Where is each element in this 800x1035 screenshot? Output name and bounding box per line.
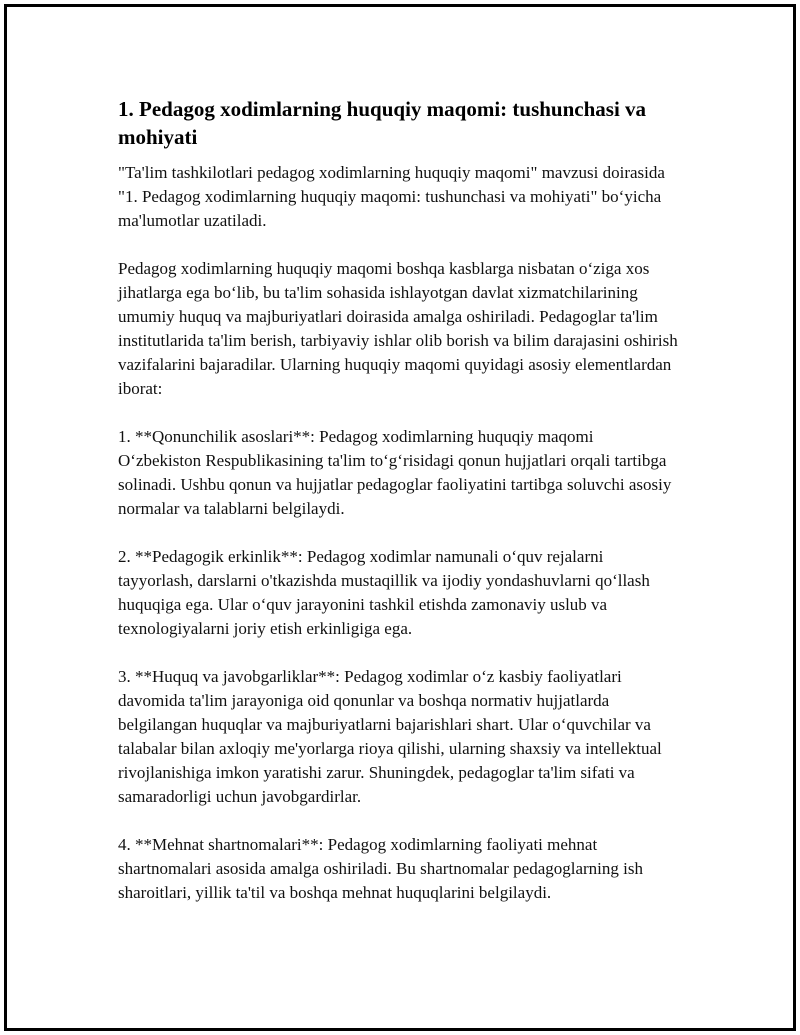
list-item-rights-responsibilities: 3. **Huquq va javobgarliklar**: Pedagog xodimlar o‘z kasbiy faoliyatlari davomida ta'lim jarayoniga oid qonunlar va boshqa normativ hujjatlarda belgilangan huquqlar va majburiyatlarni bajarishlari shart. Ular o‘quvchilar va talabalar bilan axloqiy me'yorlarga rioya qilishi, ularning shaxsiy va intellektual rivojlanishiga imkon yaratishi zarur. Shuningdek, pedagoglar ta'lim sifati va samaradorligi uchun javobgardirlar.: [118, 667, 662, 806]
section-heading: 1. Pedagog xodimlarning huquqiy maqomi: tushunchasi va mohiyati: [118, 97, 647, 149]
intro-paragraph: "Ta'lim tashkilotlari pedagog xodimlarning huquqiy maqomi" mavzusi doirasida "1. Pedagog xodimlarning huquqiy maqomi: tushunchasi va mohiyati" bo‘yicha ma'lumotlar uzatiladi.: [118, 163, 665, 230]
document-body: [118, 95, 678, 929]
list-item-labor-contracts: 4. **Mehnat shartnomalari**: Pedagog xodimlarning faoliyati mehnat shartnomalari asosida amalga oshiriladi. Bu shartnomalar pedagoglarning ish sharoitlari, yillik ta'til va boshqa mehnat huquqlarini belgilaydi.: [118, 835, 643, 902]
overview-paragraph: Pedagog xodimlarning huquqiy maqomi boshqa kasblarga nisbatan o‘ziga xos jihatlarga ega bo‘lib, bu ta'lim sohasida ishlayotgan davlat xizmatchilarining umumiy huquq va majburiyatlari doirasida amalga oshiriladi. Pedagoglar ta'lim institutlarida ta'lim berish, tarbiyaviy ishlar olib borish va bilim darajasini oshirish vazifalarini bajaradilar. Ularning huquqiy maqomi quyidagi asosiy elementlardan iborat:: [118, 259, 678, 398]
list-item-legal-basis: 1. **Qonunchilik asoslari**: Pedagog xodimlarning huquqiy maqomi O‘zbekiston Respublikasining ta'lim to‘g‘risidagi qonun hujjatlari orqali tartibga solinadi. Ushbu qonun va hujjatlar pedagoglar faoliyatini tartibga soluvchi asosiy normalar va talablarni belgilaydi.: [118, 427, 672, 518]
list-item-pedagogical-freedom: 2. **Pedagogik erkinlik**: Pedagog xodimlar namunali o‘quv rejalarni tayyorlash, darslarni o'tkazishda mustaqillik va ijodiy yondashuvlarni qo‘llash huquqiga ega. Ular o‘quv jarayonini tashkil etishda zamonaviy uslub va texnologiyalarni joriy etish erkinligiga ega.: [118, 547, 650, 638]
